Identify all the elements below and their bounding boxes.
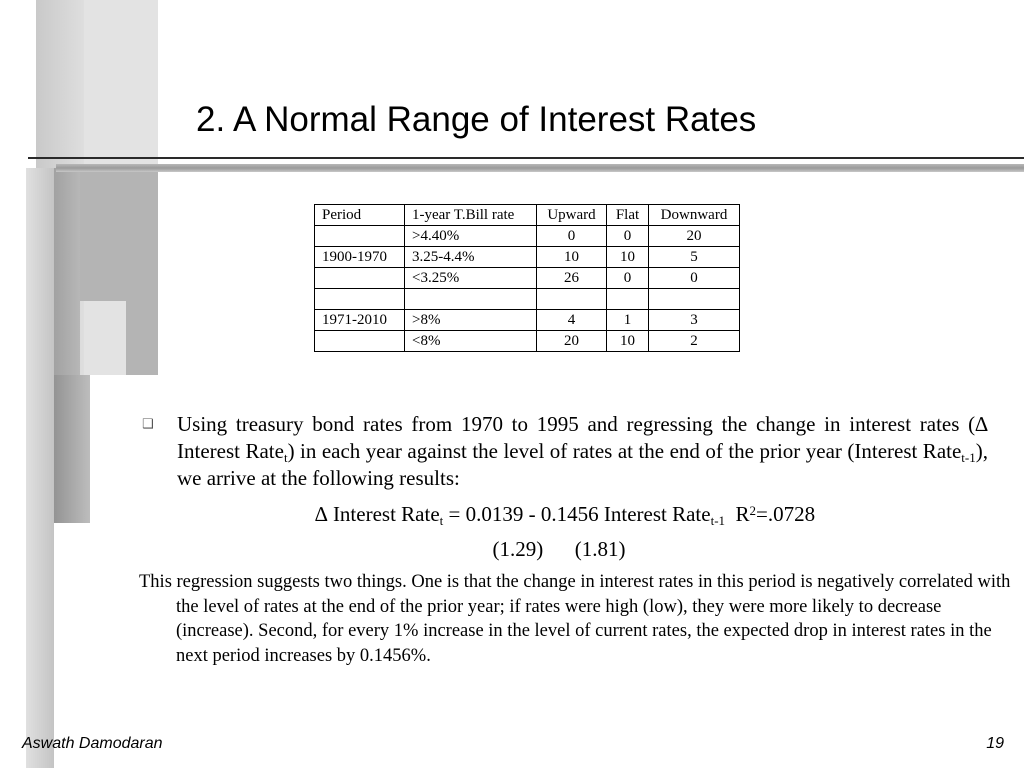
explanation-paragraph: This regression suggests two things. One is that the change in interest rates in this period is negatively correlated with the level of rates at the end of the prior year; if rates were high (low), they were more likely to decrease (increase). Second, for every 1% increase in the level of current rates, the expected drop in interest rates in the next period increases by 0.1456%. — [139, 572, 1011, 666]
table-row — [315, 331, 740, 352]
cell-rate: 3.25-4.4% — [405, 247, 537, 268]
bullet-item — [142, 411, 988, 492]
table-header-row — [315, 205, 740, 226]
rates-table — [314, 204, 740, 352]
cell-period: 1971-2010 — [315, 310, 405, 331]
cell-upward: 10 — [537, 247, 607, 268]
cell-upward: 4 — [537, 310, 607, 331]
table-row — [315, 268, 740, 289]
decor-bar-mid2 — [126, 168, 158, 375]
table-row — [315, 289, 740, 310]
bullet-text: Using treasury bond rates from 1970 to 1995 and regressing the change in interest rates (∆ Interest Rate$_t$) in each year against the level of rates at the end of the prior year (Interest Rate$_{t-1}$), we arrive at the following results: — [177, 412, 988, 490]
cell-period — [315, 289, 405, 310]
title-rule — [28, 157, 1024, 159]
cell-period — [315, 331, 405, 352]
header-upward: Upward — [537, 205, 607, 226]
cell-downward: 2 — [649, 331, 740, 352]
title-rule-shadow — [56, 164, 1024, 172]
cell-rate: <3.25% — [405, 268, 537, 289]
table-row — [315, 247, 740, 268]
cell-downward: 3 — [649, 310, 740, 331]
cell-upward: 0 — [537, 226, 607, 247]
decor-bar-vert-2 — [50, 375, 90, 523]
cell-flat: 10 — [607, 331, 649, 352]
cell-downward: 20 — [649, 226, 740, 247]
cell-downward: 5 — [649, 247, 740, 268]
cell-rate: <8% — [405, 331, 537, 352]
cell-flat: 0 — [607, 268, 649, 289]
cell-upward — [537, 289, 607, 310]
regression-equation: ∆ Interest Rate$_t$ = 0.0139 - 0.1456 Interest Rate$_{t-1}$ $R^2=.0728$ — [314, 502, 816, 528]
cell-rate — [405, 289, 537, 310]
cell-rate: >8% — [405, 310, 537, 331]
cell-flat: 0 — [607, 226, 649, 247]
cell-period — [315, 268, 405, 289]
bullet-icon: ❑ — [142, 417, 154, 432]
cell-flat — [607, 289, 649, 310]
page-number: 19 — [986, 735, 1004, 752]
cell-upward: 20 — [537, 331, 607, 352]
table-row — [315, 310, 740, 331]
decor-bar-vert-3 — [26, 168, 54, 768]
t-statistics: (1.29) (1.81) — [492, 537, 626, 561]
cell-downward: 0 — [649, 268, 740, 289]
slide-title: 2. A Normal Range of Interest Rates — [196, 100, 757, 139]
header-downward: Downward — [649, 205, 740, 226]
cell-period: 1900-1970 — [315, 247, 405, 268]
header-flat: Flat — [607, 205, 649, 226]
cell-upward: 26 — [537, 268, 607, 289]
header-tbill-rate: 1-year T.Bill rate — [405, 205, 537, 226]
table-row — [315, 226, 740, 247]
footer-author: Aswath Damodaran — [22, 735, 163, 752]
header-period: Period — [315, 205, 405, 226]
cell-downward — [649, 289, 740, 310]
cell-flat: 10 — [607, 247, 649, 268]
cell-flat: 1 — [607, 310, 649, 331]
cell-period — [315, 226, 405, 247]
cell-rate: >4.40% — [405, 226, 537, 247]
